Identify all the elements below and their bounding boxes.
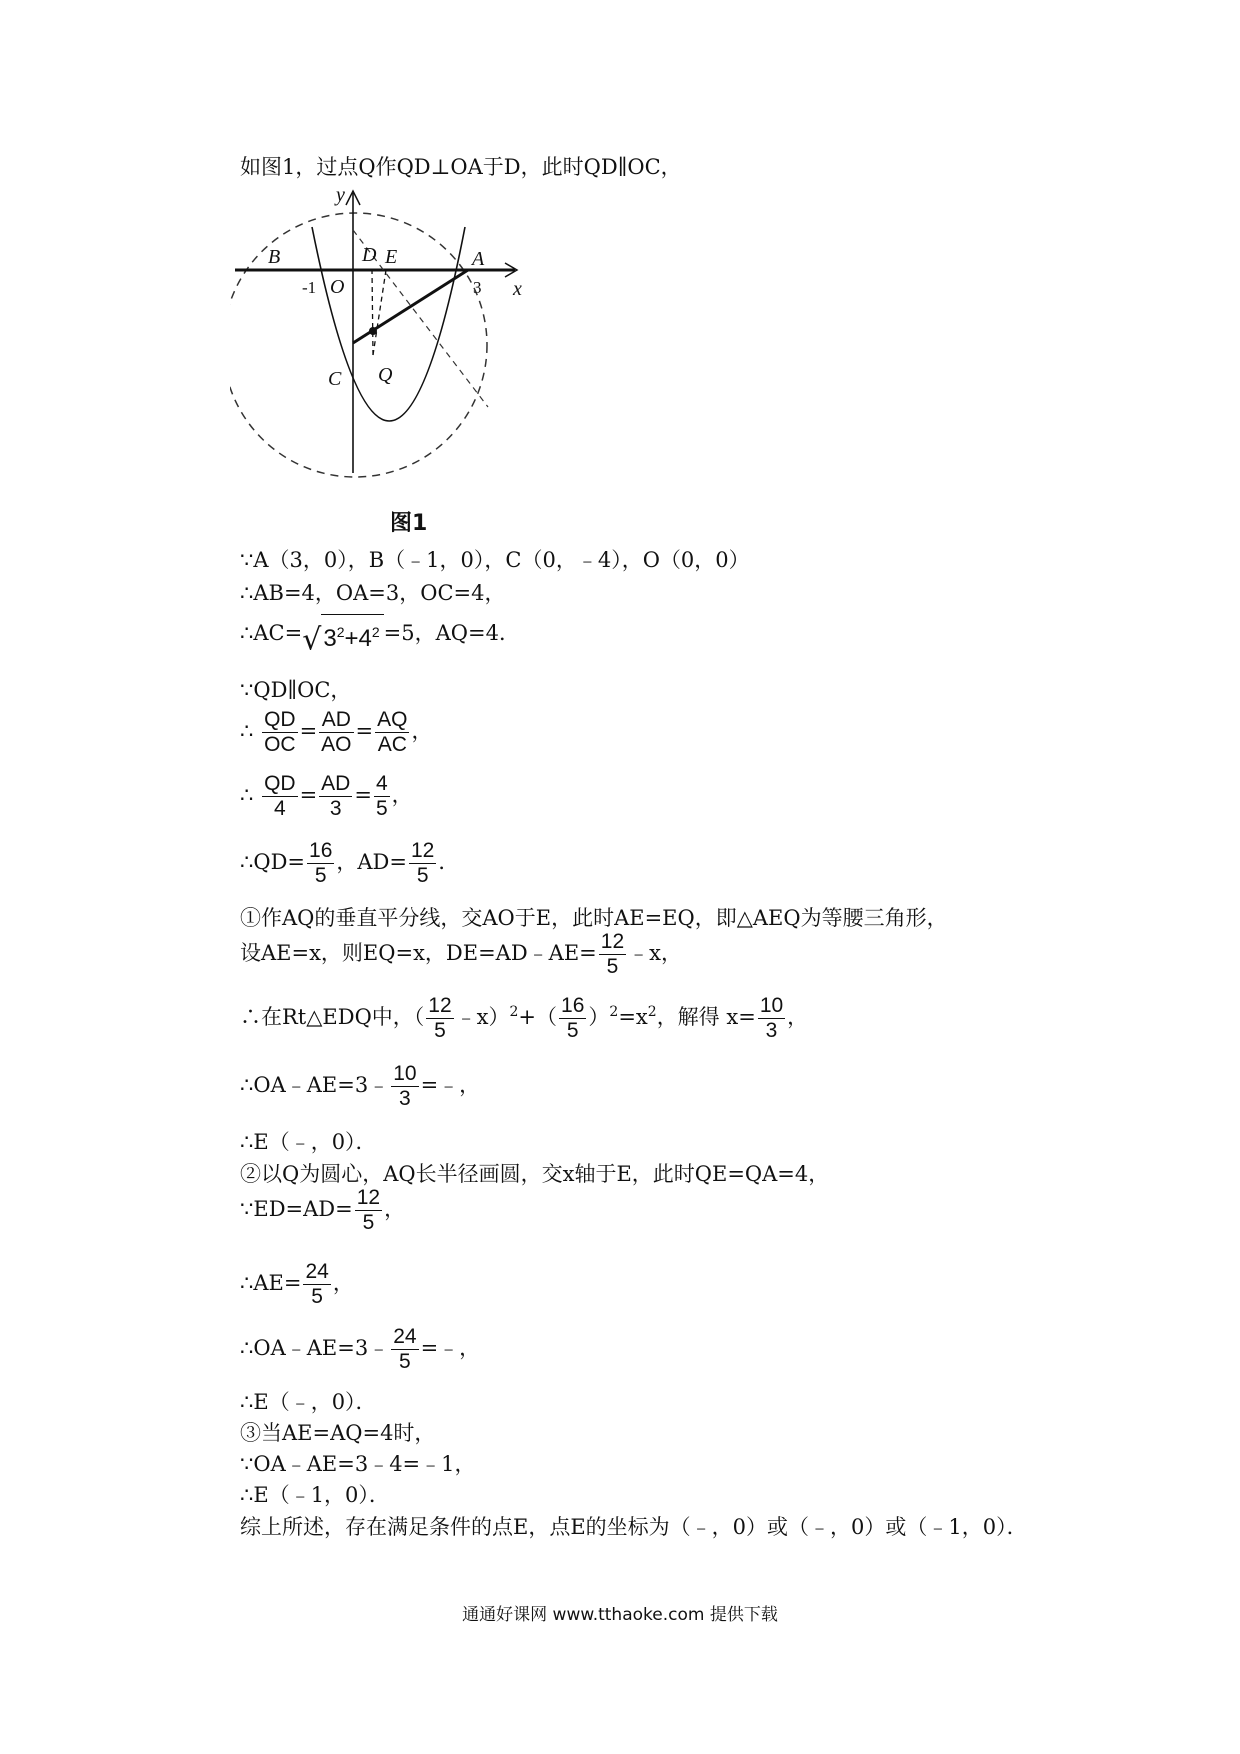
label-neg1: -1	[302, 278, 317, 297]
line-13: ②以Q为圆心，AQ长半径画圆，交x轴于E，此时QE=QA=4，	[240, 1162, 830, 1186]
line-10: ∴在Rt△EDQ中，（ $\frac{12}{5}$ ﹣x）$^2$+（ $\frac{16}{5}$ ）$^2=x^2$，解得 x= $\frac{10}{3}$ ，	[240, 994, 809, 1042]
fraction: $\frac{12}{5}$	[428, 994, 452, 1042]
fraction: $\frac{QD}{4}$	[264, 772, 296, 820]
line-18: ③当AE=AQ=4时，	[240, 1421, 436, 1445]
line-19: ∵OA﹣AE=3﹣4=﹣1，	[240, 1452, 476, 1476]
line-12: ∴E（﹣，0）．	[240, 1130, 377, 1154]
label-x: x	[513, 278, 522, 300]
label-d: D	[362, 244, 377, 266]
line-3: $\therefore AC=√3^2+4^2 =5$，AQ=4．	[240, 614, 520, 655]
point-q	[369, 327, 377, 335]
fraction: $\frac{12}{5}$	[356, 1186, 381, 1234]
line-16: ∴OA﹣AE=3﹣ $\frac{24}{5}$ =﹣，	[240, 1325, 481, 1373]
label-o: O	[330, 276, 345, 298]
line-1: ∵A（3，0），B（﹣1，0），C（0，﹣4），O（0，0）	[240, 548, 750, 572]
fraction: $\frac{AD}{3}$	[321, 772, 351, 820]
line-11: ∴OA﹣AE=3﹣ $\frac{10}{3}$ =﹣，	[240, 1062, 481, 1110]
line-5: ∴ $\frac{QD}{OC}$ = $\frac{AD}{AO}$ = $\frac{AQ}{AC}$ ，	[240, 708, 433, 756]
dashed-qe	[373, 270, 386, 355]
figure-1	[230, 185, 550, 495]
fraction: $\frac{16}{5}$	[561, 994, 585, 1042]
fraction: $\frac{12}{5}$	[600, 930, 625, 978]
label-three: 3	[473, 278, 482, 297]
figure-caption: 图1	[390, 511, 428, 536]
line-7: ∴QD= $\frac{16}{5}$ ，AD= $\frac{12}{5}$ ．	[240, 839, 460, 887]
fraction: $\frac{24}{5}$	[393, 1325, 417, 1373]
fraction: $\frac{12}{5}$	[410, 839, 435, 887]
label-c: C	[328, 368, 342, 390]
fraction: $\frac{4}{5}$	[375, 772, 388, 820]
label-a: A	[472, 248, 485, 270]
line-14: ∵ED=AD= $\frac{12}{5}$ ，	[240, 1186, 406, 1234]
footer: 通通好课网 www.tthaoke.com 提供下载	[462, 1605, 778, 1625]
fraction: $\frac{16}{5}$	[309, 839, 333, 887]
line-20: ∴E（﹣1，0）．	[240, 1483, 390, 1507]
sqrt-expr: $√3^2+4^2$	[302, 614, 383, 655]
line-15: ∴AE= $\frac{24}{5}$ ，	[240, 1260, 354, 1308]
label-e: E	[385, 246, 398, 268]
line-2: ∴AB=4，OA=3，OC=4，	[240, 581, 506, 605]
fraction: $\frac{QD}{OC}$	[264, 708, 296, 756]
label-q: Q	[378, 364, 393, 386]
label-b: B	[268, 246, 281, 268]
fraction: $\frac{10}{3}$	[393, 1062, 417, 1110]
fraction: $\frac{AQ}{AC}$	[377, 708, 408, 756]
line-6: ∴ $\frac{QD}{4}$ = $\frac{AD}{3}$ = $\frac{4}{5}$ ，	[240, 772, 413, 820]
line-17: ∴E（﹣，0）．	[240, 1390, 377, 1414]
intro-line: 如图1，过点Q作QD⊥OA于D，此时QD∥OC，	[240, 155, 682, 179]
line-8: ①作AQ的垂直平分线，交AO于E，此时AE=EQ，即△AEQ为等腰三角形，	[240, 906, 948, 930]
dashed-qd	[372, 270, 373, 355]
fraction: $\frac{10}{3}$	[759, 994, 784, 1042]
line-21: 综上所述，存在满足条件的点E，点E的坐标为（﹣，0）或（﹣，0）或（﹣1，0）．	[240, 1515, 1028, 1539]
line-4: ∵QD∥OC，	[240, 678, 352, 702]
line-9: 设AE=x，则EQ=x，DE=AD﹣AE= $\frac{12}{5}$ ﹣x，	[240, 930, 682, 978]
fraction: $\frac{24}{5}$	[305, 1260, 329, 1308]
label-y: y	[336, 185, 345, 206]
fraction: $\frac{AD}{AO}$	[321, 708, 352, 756]
